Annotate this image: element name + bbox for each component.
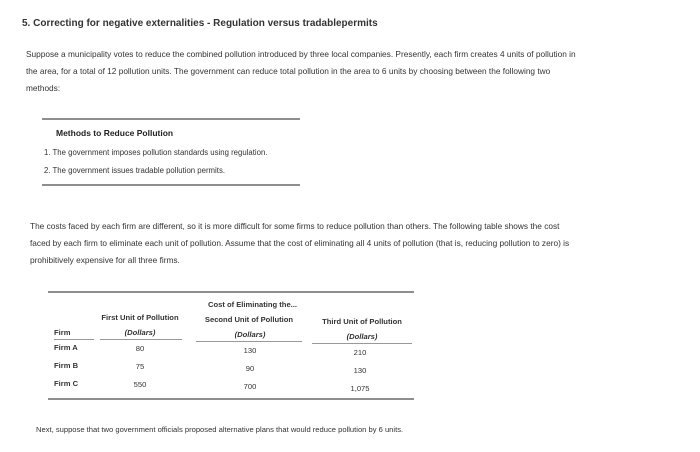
table-cell: 90: [245, 364, 255, 373]
footer-paragraph: Next, suppose that two government officials proposed alternative plans that would reduce pollution by 6 units.: [36, 425, 404, 434]
intro-line: methods:: [26, 83, 61, 93]
intro-line: the area, for a total of 12 pollution units. The government can reduce total pollution in the area to 6 units by choosing between the following two: [26, 66, 551, 76]
methods-heading: Methods to Reduce Pollution: [56, 128, 174, 138]
costs-line: The costs faced by each firm are different, so it is more difficult for some firms to reduce pollution than others. The following table shows the cost: [30, 221, 560, 231]
costs-line: faced by each firm to eliminate each unit of pollution. Assume that the cost of eliminating all 4 units of pollution (that is, reducing pollution to zero) is: [30, 238, 570, 248]
methods-top-rule: [42, 118, 300, 120]
table-cell: 80: [135, 344, 145, 353]
header-underline-third: [312, 343, 412, 344]
column-header-third: Third Unit of Pollution: [322, 317, 402, 326]
table-cell: 210: [353, 348, 367, 357]
column-header-second: Second Unit of Pollution: [204, 315, 294, 324]
table-top-rule: [48, 291, 414, 293]
section-title: 5. Correcting for negative externalities - Regulation versus tradablepermits: [22, 18, 378, 29]
table-cell: 550: [133, 380, 147, 389]
costs-line: prohibitively expensive for all three firms.: [30, 255, 180, 265]
intro-line: Suppose a municipality votes to reduce the combined pollution introduced by three local companies. Presently, each firm creates 4 units of pollution in: [26, 49, 576, 59]
firm-column-header: Firm: [54, 328, 71, 337]
column-header-first: First Unit of Pollution: [101, 313, 179, 322]
table-row-firm: Firm C: [54, 379, 79, 388]
method-item-2: 2. The government issues tradable pollution permits.: [44, 166, 226, 175]
intro-paragraph: [26, 46, 666, 97]
method-item-1: 1. The government imposes pollution standards using regulation.: [44, 148, 268, 157]
table-cell: 700: [243, 382, 257, 391]
table-cell: 75: [135, 362, 145, 371]
table-cell: 130: [243, 346, 257, 355]
methods-bottom-rule: [42, 184, 300, 186]
table-cell: 1,075: [350, 384, 370, 393]
column-unit-second: (Dollars): [234, 330, 266, 339]
column-unit-third: (Dollars): [346, 332, 378, 341]
costs-paragraph: [30, 218, 670, 269]
header-underline-first: [100, 339, 182, 340]
table-bottom-rule: [48, 398, 414, 400]
header-underline-firm: [54, 339, 94, 340]
table-group-header: Cost of Eliminating the...: [207, 300, 297, 309]
table-row-firm: Firm A: [54, 343, 78, 352]
table-row-firm: Firm B: [54, 361, 79, 370]
table-cell: 130: [353, 366, 367, 375]
header-underline-second: [196, 341, 302, 342]
column-unit-first: (Dollars): [124, 328, 156, 337]
